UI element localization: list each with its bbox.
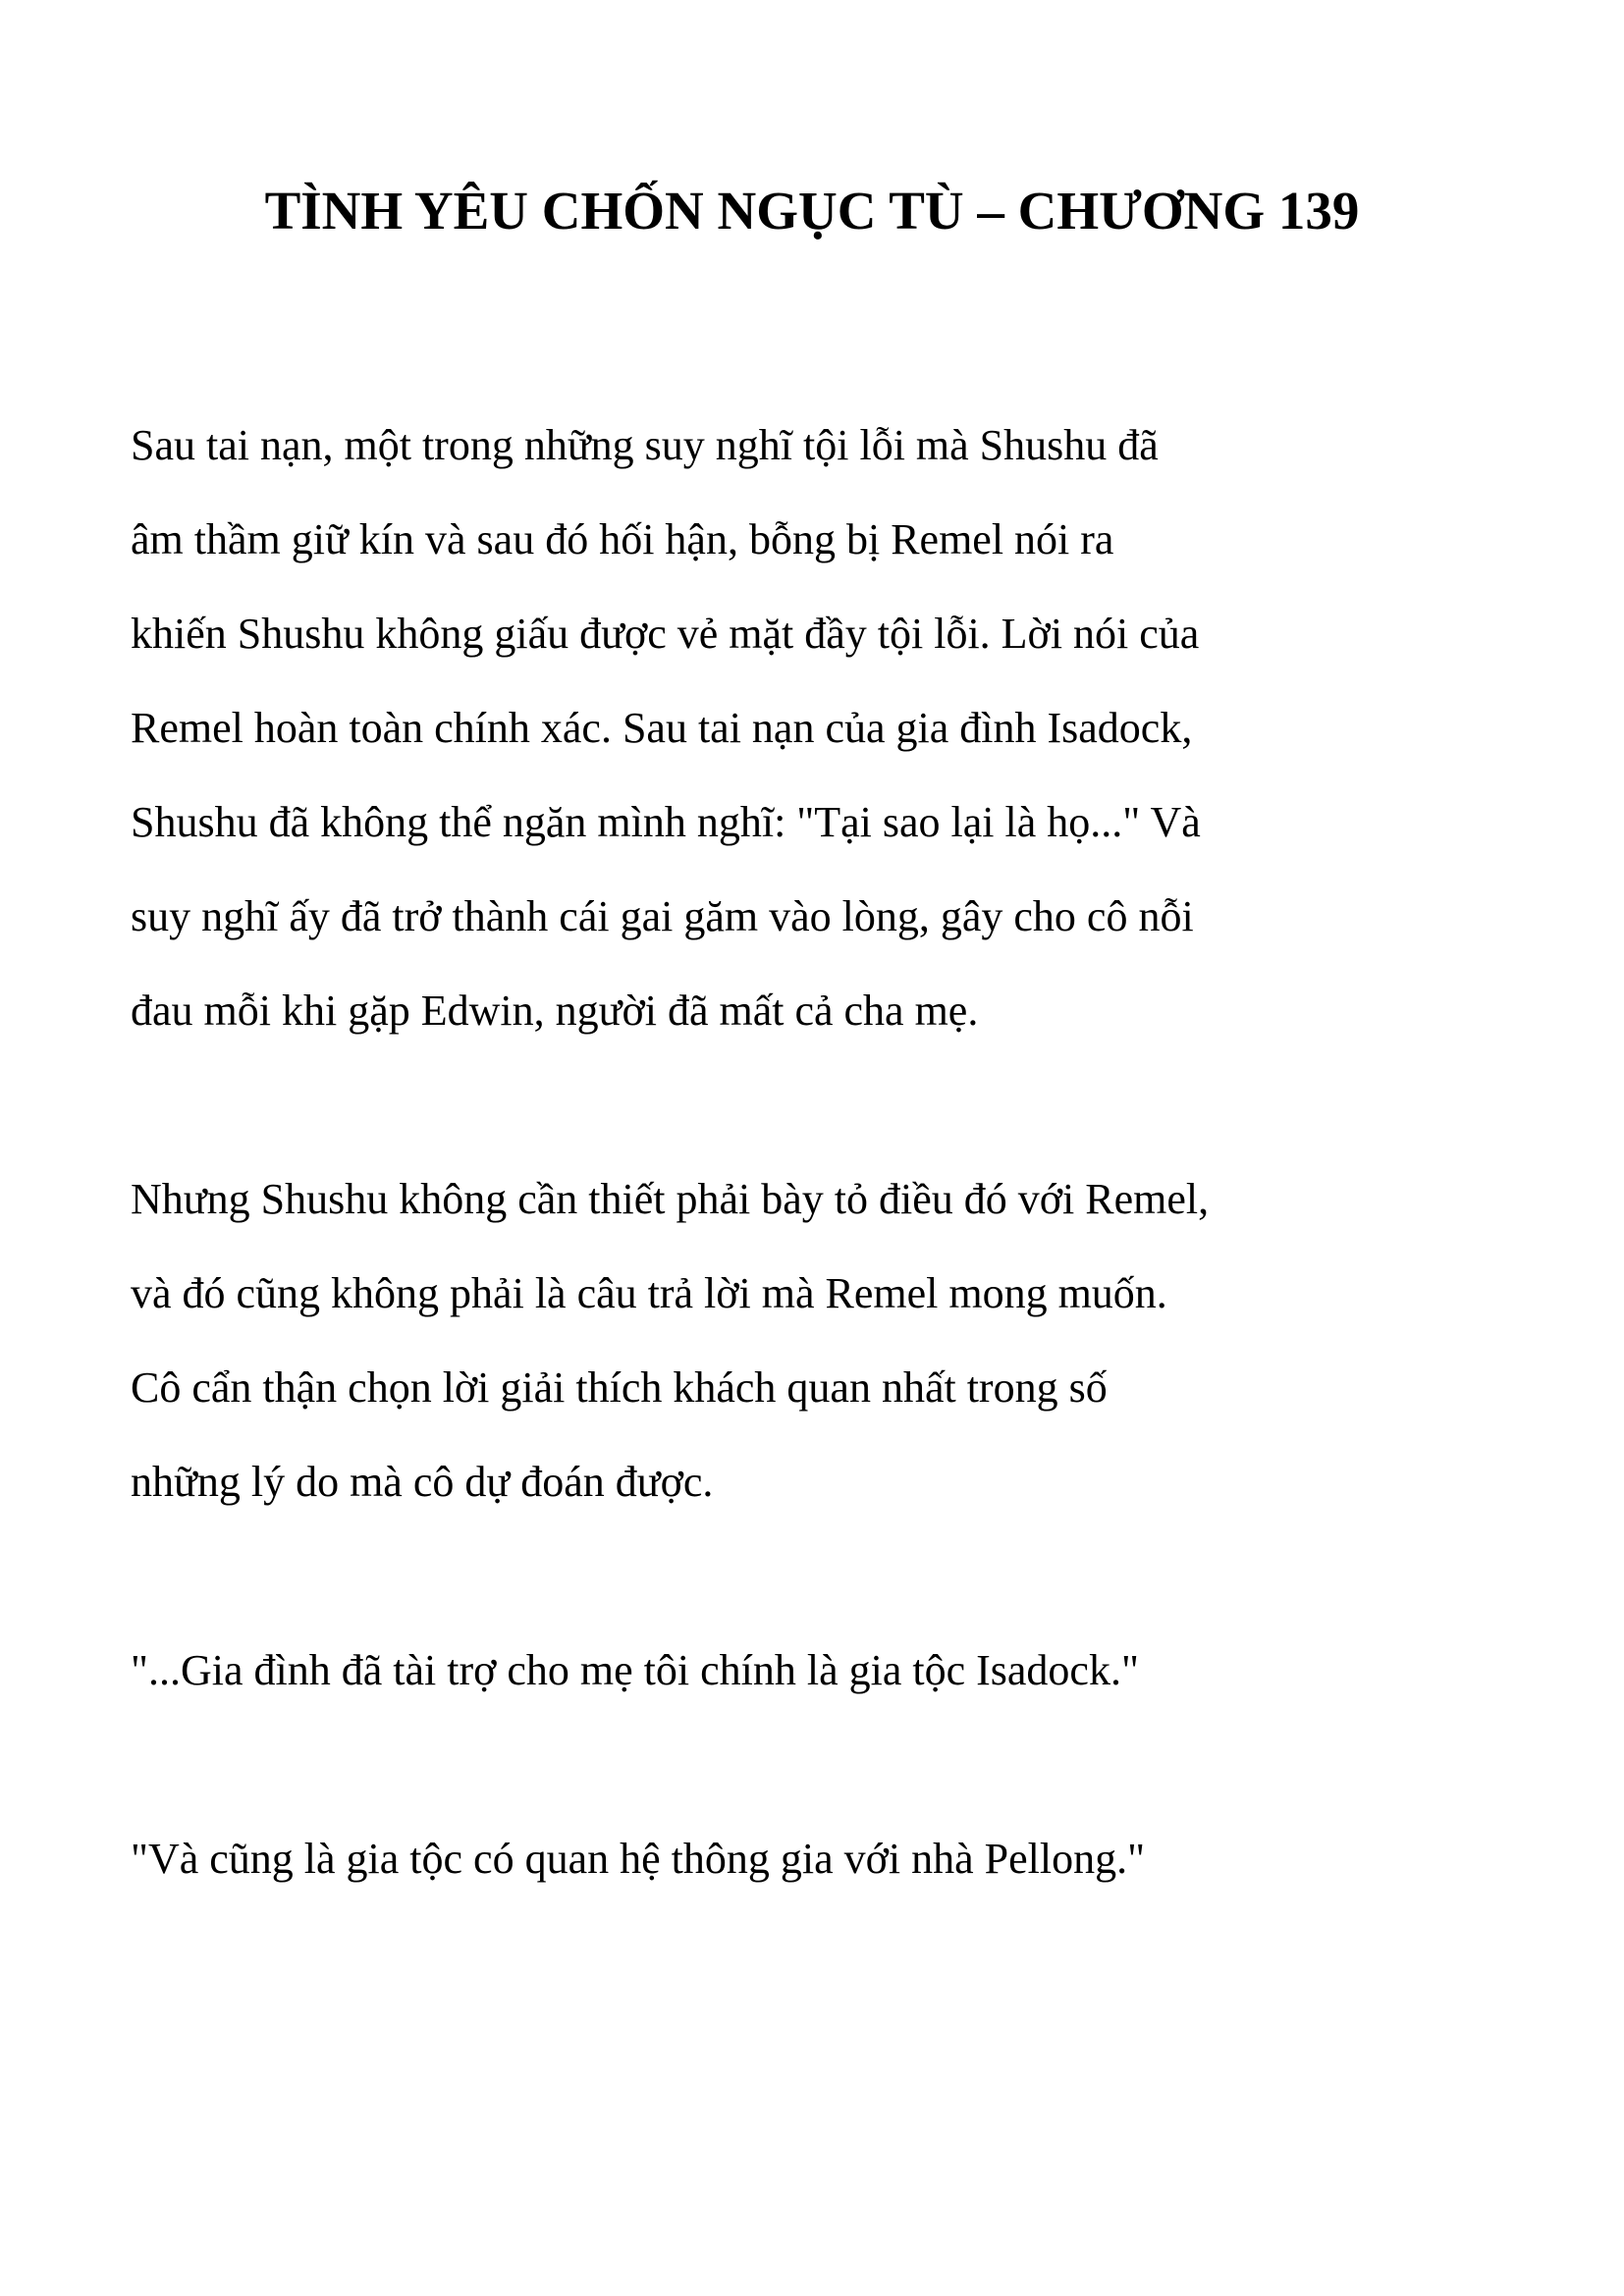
text-line: những lý do mà cô dự đoán được.: [131, 1458, 714, 1506]
text-line: âm thầm giữ kín và sau đó hối hận, bỗng bị Remel nói ra: [131, 515, 1114, 563]
text-line: Nhưng Shushu không cần thiết phải bày tỏ điều đó với Remel,: [131, 1175, 1210, 1223]
text-line: và đó cũng không phải là câu trả lời mà Remel mong muốn.: [131, 1269, 1167, 1317]
text-line: Shushu đã không thể ngăn mình nghĩ: "Tại sao lại là họ..." Và: [131, 798, 1201, 846]
text-line: suy nghĩ ấy đã trở thành cái gai găm vào lòng, gây cho cô nỗi: [131, 892, 1194, 940]
paragraph: [131, 1152, 1506, 1529]
text-line: Cô cẩn thận chọn lời giải thích khách quan nhất trong số: [131, 1363, 1108, 1412]
text-line: Remel hoàn toàn chính xác. Sau tai nạn của gia đình Isadock,: [131, 704, 1193, 752]
text-line: "...Gia đình đã tài trợ cho mẹ tôi chính là gia tộc Isadock.": [131, 1646, 1139, 1694]
text-line: khiến Shushu không giấu được vẻ mặt đầy tội lỗi. Lời nói của: [131, 610, 1200, 658]
text-line: đau mỗi khi gặp Edwin, người đã mất cả cha mẹ.: [131, 987, 979, 1035]
paragraph: [131, 399, 1506, 1058]
paragraph: [131, 1812, 1506, 1906]
text-line: Sau tai nạn, một trong những suy nghĩ tội lỗi mà Shushu đã: [131, 421, 1159, 469]
document-body: [0, 399, 1624, 1906]
paragraph: [131, 1624, 1506, 1718]
text-line: "Và cũng là gia tộc có quan hệ thông gia với nhà Pellong.": [131, 1835, 1146, 1883]
page-title: TÌNH YÊU CHỐN NGỤC TÙ – CHƯƠNG 139: [264, 181, 1360, 240]
